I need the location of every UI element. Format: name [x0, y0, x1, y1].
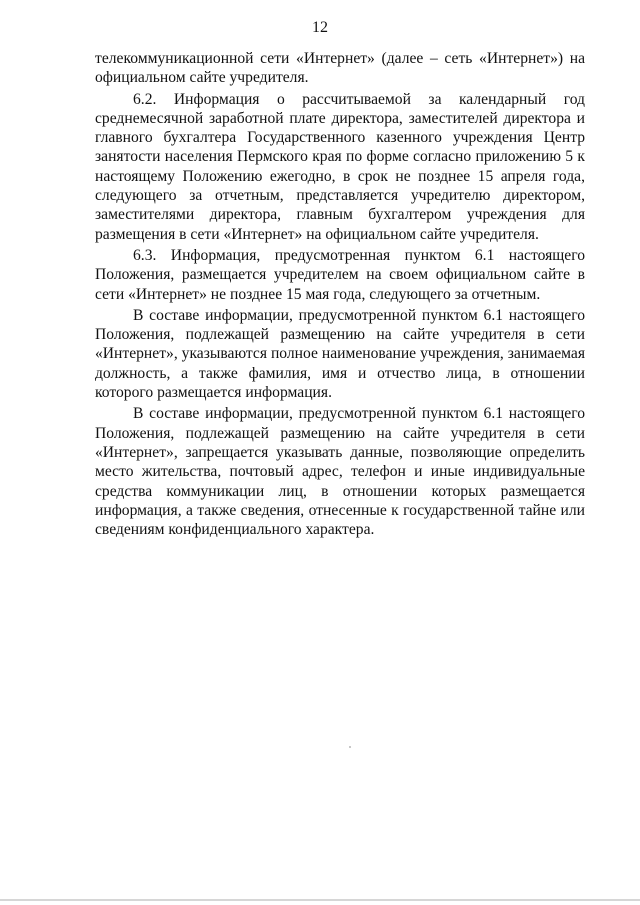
paragraph-info-composition: В составе информации, предусмотренной пунктом 6.1 настоящего Положения, подлежащей размещению на сайте учредителя в сети «Интернет», указываются полное наименование учреждения, занимаемая должность, а также фамилия, имя и отчество лица, в отношении которого размещается информация. [95, 306, 585, 402]
document-body [95, 49, 585, 541]
paragraph-6-2: 6.2. Информация о рассчитываемой за календарный год среднемесячной заработной плате директора, заместителей директора и главного бухгалтера Государственного казенного учреждения Центр занятости населения Пермского края по форме согласно приложению 5 к настоящему Положению ежегодно, в срок не позднее 15 апреля года, следующего за отчетным, представляется учредителю директором, заместителями директора, главным бухгалтером учреждения для размещения в сети «Интернет» на официальном сайте учредителя. [95, 90, 585, 243]
scan-bottom-edge [0, 899, 640, 901]
paragraph-continuation: телекоммуникационной сети «Интернет» (далее – сеть «Интернет») на официальном сайте учредителя. [95, 50, 585, 87]
scan-speck [349, 746, 351, 748]
paragraph-info-restrictions: В составе информации, предусмотренной пунктом 6.1 настоящего Положения, подлежащей размещению на сайте учредителя в сети «Интернет», запрещается указывать данные, позволяющие определить место жительства, почтовый адрес, телефон и иные индивидуальные средства коммуникации лиц, в отношении которых размещается информация, а также сведения, отнесенные к государственной тайне или сведениям конфиденциального характера. [95, 405, 585, 539]
paragraph-6-3: 6.3. Информация, предусмотренная пунктом 6.1 настоящего Положения, размещается учредителем на своем официальном сайте в сети «Интернет» не позднее 15 мая года, следующего за отчетным. [95, 246, 585, 303]
page-number: 12 [312, 19, 328, 36]
